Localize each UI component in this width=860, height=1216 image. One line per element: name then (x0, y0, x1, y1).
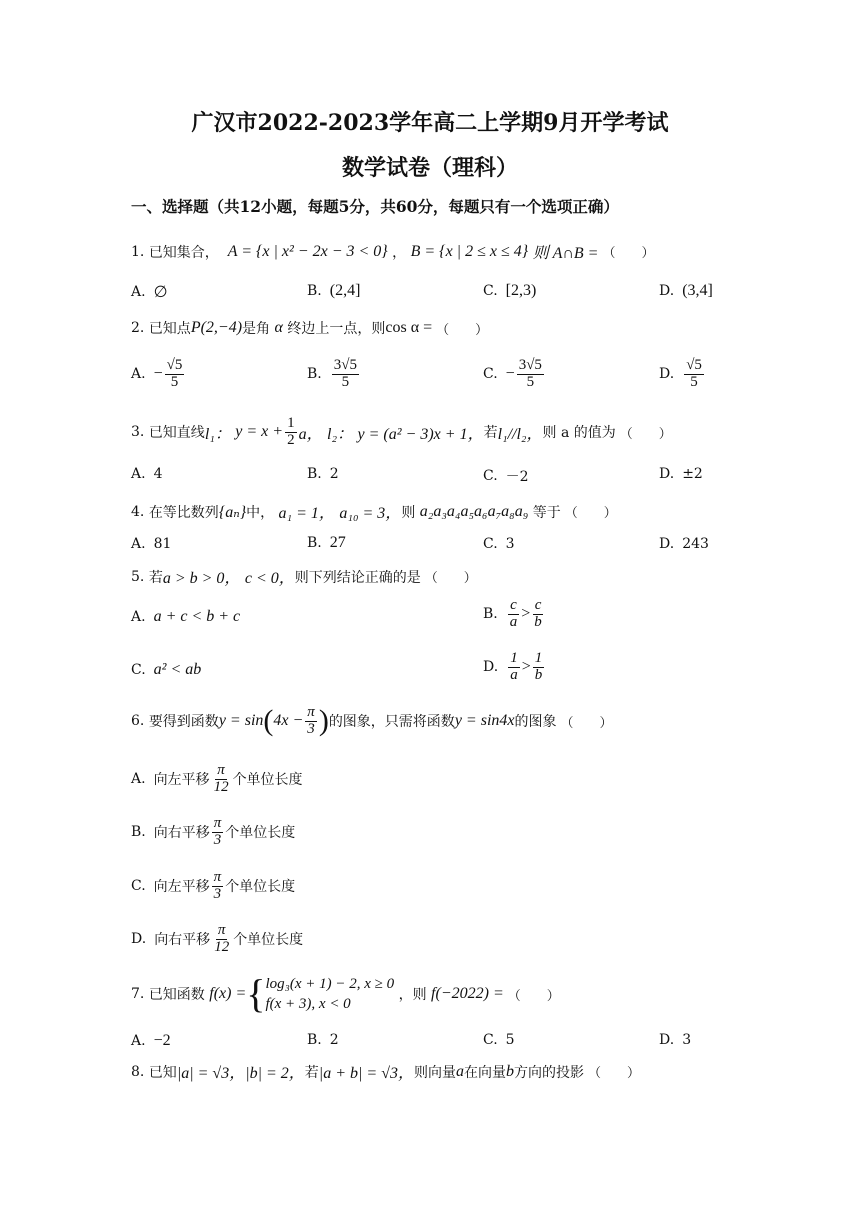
set-a: A = {x | x² − 2x − 3 < 0} (227, 242, 388, 260)
question-1: 1. 已知集合， A = {x | x² − 2x − 3 < 0} ， B = {x | 2 ≤ x ≤ 4} 则 A∩B = （ ） (131, 242, 655, 262)
exam-title: 广汉市2022-2023学年高二上学期9月开学考试 (191, 110, 669, 136)
q2-option-a[interactable]: A. − $\frac{√5}{5}$ (131, 357, 183, 390)
case-2: f(x + 3), x < 0 (265, 996, 351, 1013)
q2-option-b[interactable]: B. $\frac{3√5}{5}$ (307, 357, 357, 390)
vector-b: b (505, 1062, 514, 1080)
q2-option-c[interactable]: C. − $\frac{3√5}{5}$ (483, 357, 542, 390)
q3-option-d[interactable]: D. ±2 (659, 466, 703, 482)
q2-option-d[interactable]: D. $\frac{√5}{5}$ (659, 357, 702, 390)
section-heading: 一、选择题（共12小题，每题5分，共60分，每题只有一个选项正确） (131, 197, 619, 216)
question-4: 4. 在等比数列 {aₙ} 中， a₁ = 1， a₁₀ = 3， 则 a₂a₃a₄a₅a₆a₇a₈a₉ 等于 （ ） (131, 502, 617, 522)
q7-option-d[interactable]: D. 3 (659, 1032, 692, 1048)
set-b: B = {x | 2 ≤ x ≤ 4} (410, 242, 529, 260)
q3-option-b[interactable]: B. 2 (307, 466, 339, 482)
question-7: 7. 已知函数 f(x) = { log₃(x + 1) − 2, x ≥ 0 f(x + 3), x < 0 ，则 f(−2022) = （ ） (131, 971, 560, 1017)
q1-option-d[interactable]: D. (3,4] (659, 282, 713, 299)
q1-option-a[interactable]: A. ∅ (131, 284, 168, 301)
question-3: 3. 已知直线 l₁： y = x + $\frac{1}{2}$ a， l₂： y = (a² − 3)x + 1， 若 l₁//l₂， 则 a 的值为 （ ） (131, 415, 672, 448)
q4-option-c[interactable]: C. 3 (483, 536, 515, 552)
question-6: 6. 要得到函数 y = sin ( 4x − $\frac{\pi}{3}$ ) 的图象，只需将函数 y = sin4x 的图象 （ ） (131, 704, 613, 738)
vector-a: a (455, 1062, 464, 1080)
q4-option-d[interactable]: D. 243 (659, 536, 709, 552)
question-2: 2. 已知点 P(2,−4) 是角 α 终边上一点，则 cos α = （ ） (131, 319, 489, 338)
question-8: 8. 已知 |a| = √3，|b| = 2， 若 |a + b| = √3， 则向量 a 在向量 b 方向的投影 （ ） (131, 1062, 640, 1082)
q7-option-b[interactable]: B. 2 (307, 1032, 339, 1048)
case-1: log₃(x + 1) − 2, x ≥ 0 (265, 976, 395, 992)
q6-option-d[interactable]: D. 向右平移 $\frac{\pi}{12}$ 个单位长度 (131, 922, 304, 955)
q4-option-b[interactable]: B. 27 (307, 534, 346, 551)
exam-subtitle: 数学试卷（理科） (341, 155, 518, 181)
q5-option-b[interactable]: B. $\frac{c}{a}$ > $\frac{c}{b}$ (483, 597, 542, 630)
q6-option-c[interactable]: C. 向左平移 $\frac{\pi}{3}$ 个单位长度 (131, 869, 296, 902)
q1-option-b[interactable]: B. (2,4] (307, 282, 361, 299)
q1-option-c[interactable]: C. [2,3) (483, 282, 537, 299)
q5-option-d[interactable]: D. $\frac{1}{a}$ > $\frac{1}{b}$ (483, 650, 543, 683)
q3-option-a[interactable]: A. 4 (131, 466, 163, 482)
q5-option-a[interactable]: A. a + c < b + c (131, 608, 241, 625)
q6-option-b[interactable]: B. 向右平移 $\frac{\pi}{3}$ 个单位长度 (131, 815, 296, 848)
q3-option-c[interactable]: C. －2 (483, 468, 529, 485)
q7-option-a[interactable]: A. −2 (131, 1032, 171, 1049)
question-5: 5. 若 a > b > 0， c < 0， 则下列结论正确的是 （ ） (131, 568, 477, 587)
q5-option-c[interactable]: C. a² < ab (131, 661, 202, 678)
q4-option-a[interactable]: A. 81 (131, 536, 172, 552)
q7-option-c[interactable]: C. 5 (483, 1032, 515, 1048)
q6-option-a[interactable]: A. 向左平移 $\frac{\pi}{12}$ 个单位长度 (131, 762, 303, 795)
